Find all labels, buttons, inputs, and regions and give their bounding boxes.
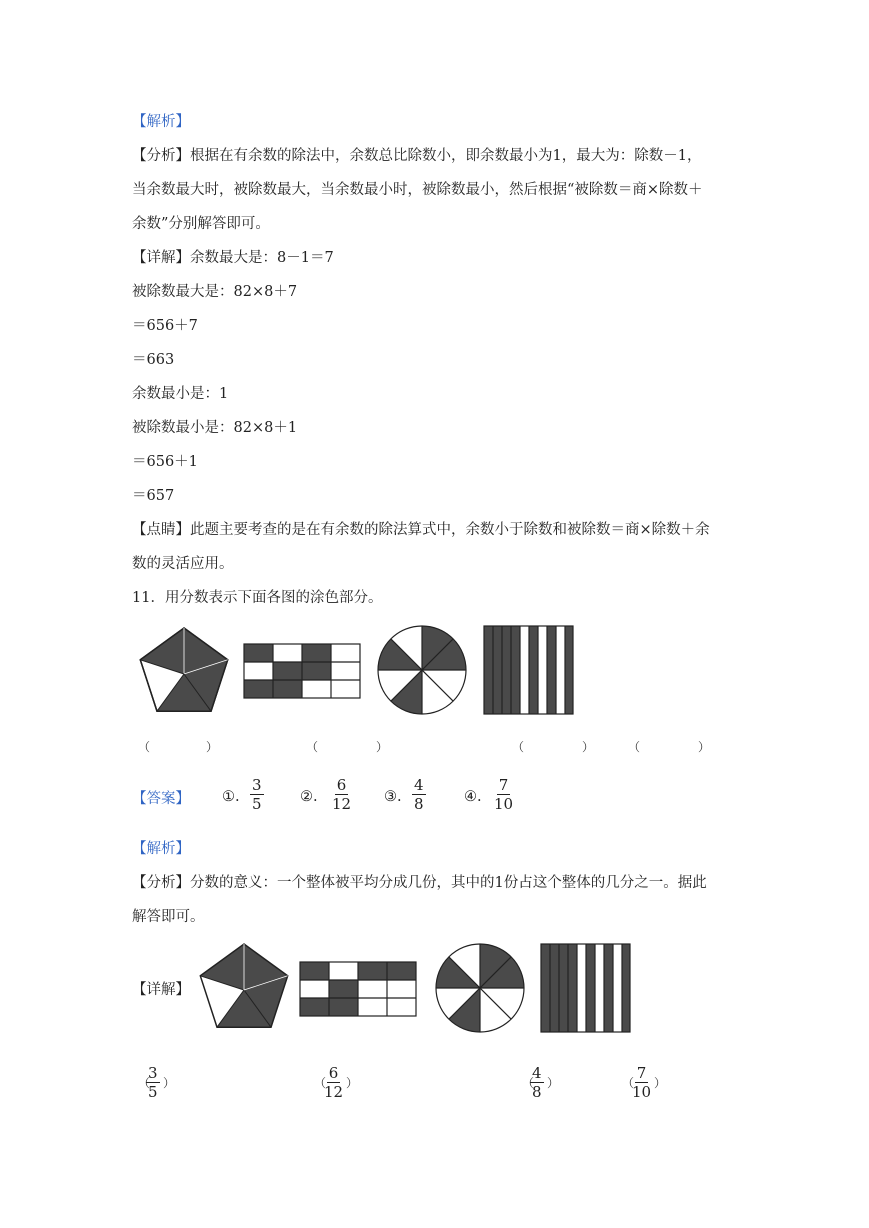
filled-4-fraction bbox=[630, 1064, 653, 1101]
pentagon-figure-2 bbox=[200, 944, 287, 1027]
rectangle-grid-figure-2 bbox=[300, 962, 416, 1016]
answer-1-numerator: 3 bbox=[252, 776, 262, 794]
blank-2-open: （ bbox=[306, 740, 319, 754]
filled-4-denominator: 10 bbox=[632, 1083, 652, 1101]
answer-3-denominator: 8 bbox=[414, 795, 424, 813]
answer-3-fraction bbox=[412, 776, 426, 813]
filled-2-numerator: 6 bbox=[328, 1064, 339, 1082]
filled-3-open: （ bbox=[522, 1076, 535, 1090]
filled-2-denominator: 12 bbox=[324, 1083, 344, 1101]
circle-figure bbox=[378, 626, 466, 714]
detail-line: 【详解】余数最大是：8－1＝7 bbox=[132, 250, 334, 266]
filled-1-denominator: 5 bbox=[148, 1083, 158, 1101]
stripes-figure bbox=[484, 626, 573, 714]
figure-row-1 bbox=[132, 622, 582, 722]
comment-line2: 数的灵活应用。 bbox=[132, 556, 234, 572]
answer-2-denominator: 12 bbox=[332, 795, 352, 813]
analysis-heading: 【解析】 bbox=[132, 114, 190, 130]
answer-1-fraction bbox=[250, 776, 264, 813]
calc-line-1: 被除数最大是：82×8＋7 bbox=[132, 284, 298, 300]
calc-line-4: 余数最小是：1 bbox=[132, 386, 229, 402]
calc-line-6: ＝656＋1 bbox=[132, 454, 198, 470]
blank-1-close: ） bbox=[206, 740, 219, 754]
detail-heading-2: 【详解】 bbox=[132, 982, 190, 998]
analysis-heading-2: 【解析】 bbox=[132, 841, 190, 857]
answer-2-marker: ②. bbox=[300, 789, 318, 805]
answer-heading: 【答案】 bbox=[132, 791, 190, 807]
answer-1-denominator: 5 bbox=[252, 795, 262, 813]
filled-1-open: （ bbox=[138, 1076, 151, 1090]
analysis2-line1: 【分析】分数的意义：一个整体被平均分成几份，其中的1份占这个整体的几分之一。据此 bbox=[132, 875, 707, 891]
pentagon-figure bbox=[140, 628, 227, 711]
calc-line-5: 被除数最小是：82×8＋1 bbox=[132, 420, 298, 436]
answer-3-marker: ③. bbox=[384, 789, 402, 805]
filled-3-close: ） bbox=[547, 1076, 560, 1090]
filled-4-numerator: 7 bbox=[636, 1064, 647, 1082]
analysis2-line2: 解答即可。 bbox=[132, 909, 205, 925]
answer-4-denominator: 10 bbox=[494, 795, 514, 813]
calc-line-3: ＝663 bbox=[132, 352, 175, 368]
analysis-text-line3: 余数”分别解答即可。 bbox=[132, 216, 270, 232]
blank-2-close: ） bbox=[376, 740, 389, 754]
blank-4-close: ） bbox=[698, 740, 711, 754]
filled-3-fraction bbox=[530, 1064, 544, 1101]
answer-4-marker: ④. bbox=[464, 789, 482, 805]
blank-3-close: ） bbox=[582, 740, 595, 754]
filled-1-numerator: 3 bbox=[148, 1064, 158, 1082]
blank-4-open: （ bbox=[628, 740, 641, 754]
answer-2-numerator: 6 bbox=[336, 776, 347, 794]
blank-3-open: （ bbox=[512, 740, 525, 754]
rectangle-grid-figure bbox=[244, 644, 360, 698]
comment-line1: 【点睛】此题主要考查的是在有余数的除法算式中，余数小于除数和被除数＝商×除数＋余 bbox=[132, 522, 710, 538]
answer-1-marker: ①. bbox=[222, 789, 240, 805]
question-11: 11．用分数表示下面各图的涂色部分。 bbox=[132, 590, 383, 606]
answer-4-numerator: 7 bbox=[498, 776, 509, 794]
figure-row-2 bbox=[192, 938, 642, 1038]
filled-1-close: ） bbox=[163, 1076, 176, 1090]
calc-line-7: ＝657 bbox=[132, 488, 175, 504]
filled-1-fraction bbox=[146, 1064, 160, 1101]
answer-3-numerator: 4 bbox=[414, 776, 424, 794]
filled-2-open: （ bbox=[314, 1076, 327, 1090]
circle-figure-2 bbox=[436, 944, 524, 1032]
filled-4-close: ） bbox=[654, 1076, 667, 1090]
filled-4-open: （ bbox=[622, 1076, 635, 1090]
filled-2-close: ） bbox=[346, 1076, 359, 1090]
stripes-figure-2 bbox=[541, 944, 630, 1032]
analysis-text-line1: 【分析】根据在有余数的除法中，余数总比除数小，即余数最小为1，最大为：除数－1， bbox=[132, 148, 702, 164]
analysis-text-line2: 当余数最大时，被除数最大，当余数最小时，被除数最小，然后根据“被除数＝商×除数＋ bbox=[132, 182, 703, 198]
answer-4-fraction bbox=[492, 776, 515, 813]
filled-3-denominator: 8 bbox=[532, 1083, 542, 1101]
filled-2-fraction bbox=[322, 1064, 345, 1101]
calc-line-2: ＝656＋7 bbox=[132, 318, 198, 334]
answer-2-fraction bbox=[330, 776, 353, 813]
blank-1-open: （ bbox=[138, 740, 151, 754]
filled-3-numerator: 4 bbox=[532, 1064, 542, 1082]
